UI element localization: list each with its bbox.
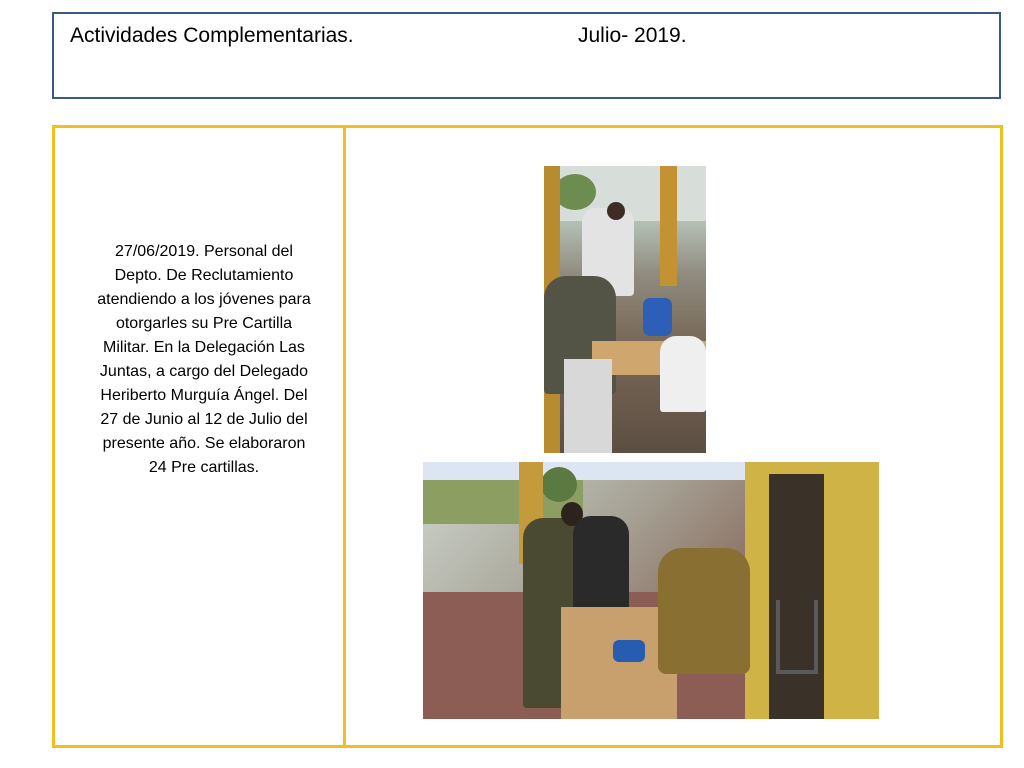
- photo-person-seated: [658, 548, 750, 674]
- photo-seated-person: [660, 336, 706, 412]
- photo-box: [564, 359, 612, 453]
- photo-bag: [643, 298, 672, 336]
- photo-bag: [613, 640, 645, 662]
- activity-photo-2: [423, 462, 879, 719]
- photo-person-head: [607, 202, 625, 220]
- activity-description: 27/06/2019. Personal del Depto. De Reclutamiento atendiendo a los jóvenes para otorgarles su Pre Cartilla Militar. En la Delegación Las Juntas, a cargo del Delegado Heriberto Murguía Ángel. Del 27 de Junio al 12 de Julio del presente año. Se elaboraron 24 Pre cartillas.: [97, 243, 311, 476]
- activity-photo-1: [544, 166, 706, 453]
- photo-column-right: [660, 166, 677, 286]
- column-divider: [343, 128, 346, 745]
- photo-tree: [554, 174, 596, 210]
- header-box: [52, 12, 1001, 99]
- content-box: [52, 125, 1003, 748]
- photo-door: [769, 474, 824, 719]
- photo-tree: [541, 467, 577, 502]
- header-title: Actividades Complementarias.: [70, 24, 354, 47]
- photo-chair: [776, 600, 818, 674]
- header-date: Julio- 2019.: [578, 24, 687, 47]
